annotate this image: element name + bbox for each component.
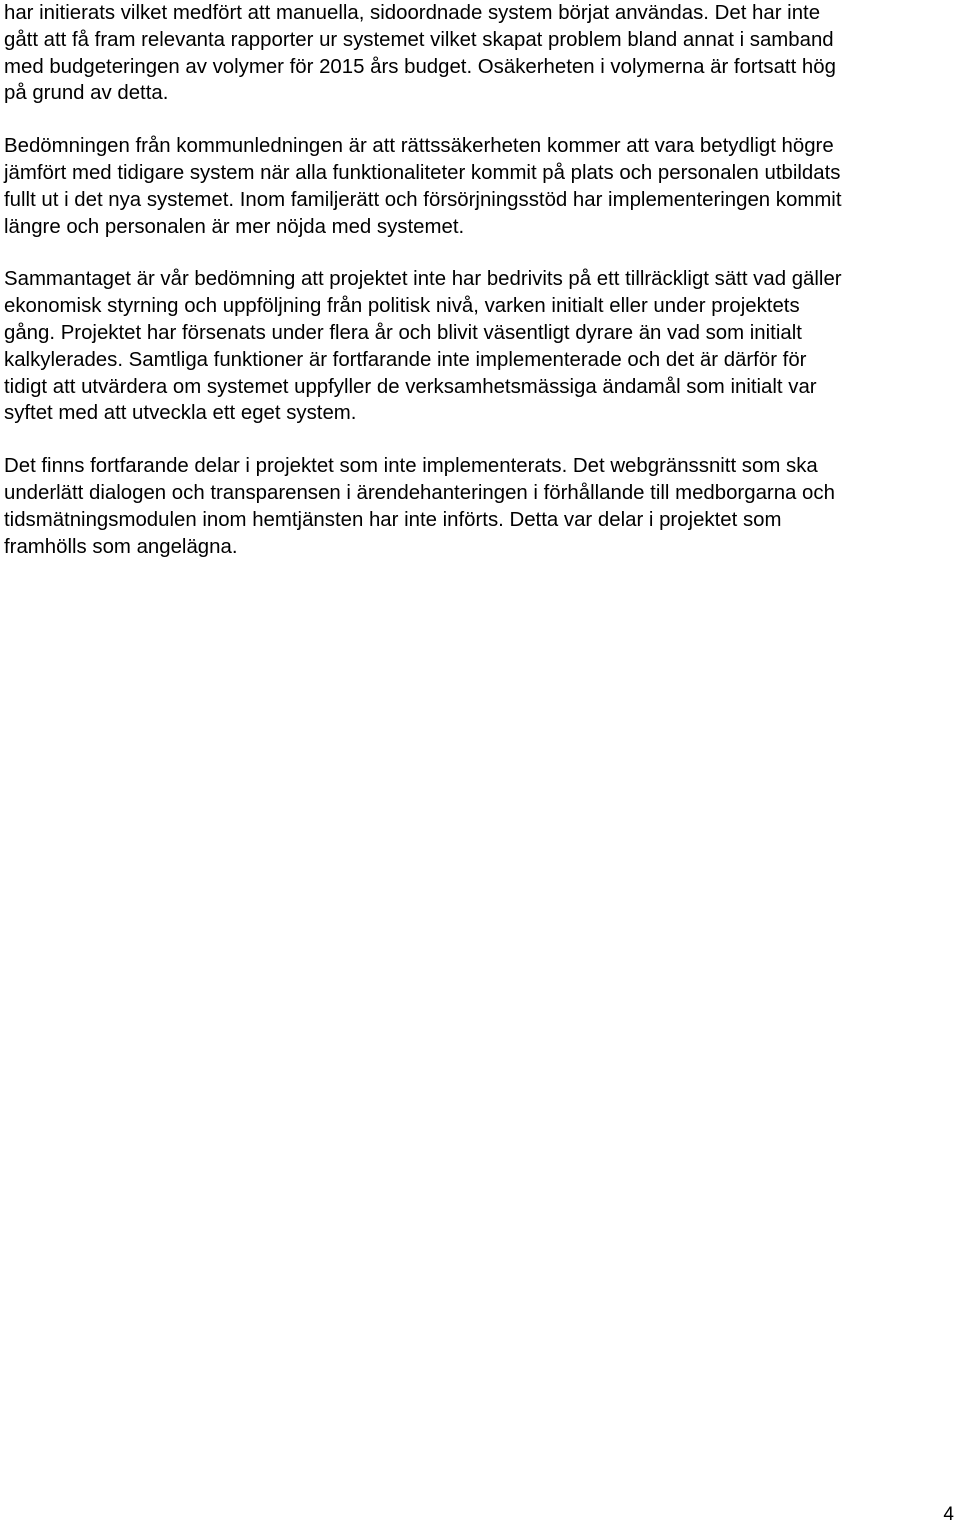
paragraph-overall-assessment: Sammantaget är vår bedömning att projektet inte har bedrivits på ett tillräckligt sätt vad gäller ekonomisk styrning och uppföljning från politisk nivå, varken initialt eller under projektets gång. Projektet har försenats under flera år och blivit väsentligt dyrare än vad som initialt kalkylerades. Samtliga funktioner är fortfarande inte implementerade och det är därför för tidigt att utvärdera om systemet uppfyller de verksamhetsmässiga ändamål som initialt var syftet med att utveckla ett eget system. <box>4 268 842 425</box>
paragraph-remaining-parts: Det finns fortfarande delar i projektet som inte implementerats. Det webgränssnitt som ska underlätt dialogen och transparensen i ärendehanteringen i förhållande till medborgarna och tidsmätningsmodulen inom hemtjänsten har inte införts. Detta var delar i projektet som framhölls som angelägna. <box>4 455 835 558</box>
paragraph-budget-volumes: har initierats vilket medfört att manuella, sidoordnade system börjat användas. Det har inte gått att få fram relevanta rapporter ur systemet vilket skapat problem bland annat i samband med budgeteringen av volymer för 2015 års budget. Osäkerheten i volymerna är fortsatt hög på grund av detta. <box>4 2 836 105</box>
paragraph-legal-certainty: Bedömningen från kommunledningen är att rättssäkerheten kommer att vara betydligt högre jämfört med tidigare system när alla funktionaliteter kommit på plats och personalen utbildats fullt ut i det nya systemet. Inom familjerätt och försörjningsstöd har implementeringen kommit längre och personalen är mer nöjda med systemet. <box>4 135 842 238</box>
page-number: 4 <box>943 1504 954 1525</box>
document-body <box>4 0 960 586</box>
